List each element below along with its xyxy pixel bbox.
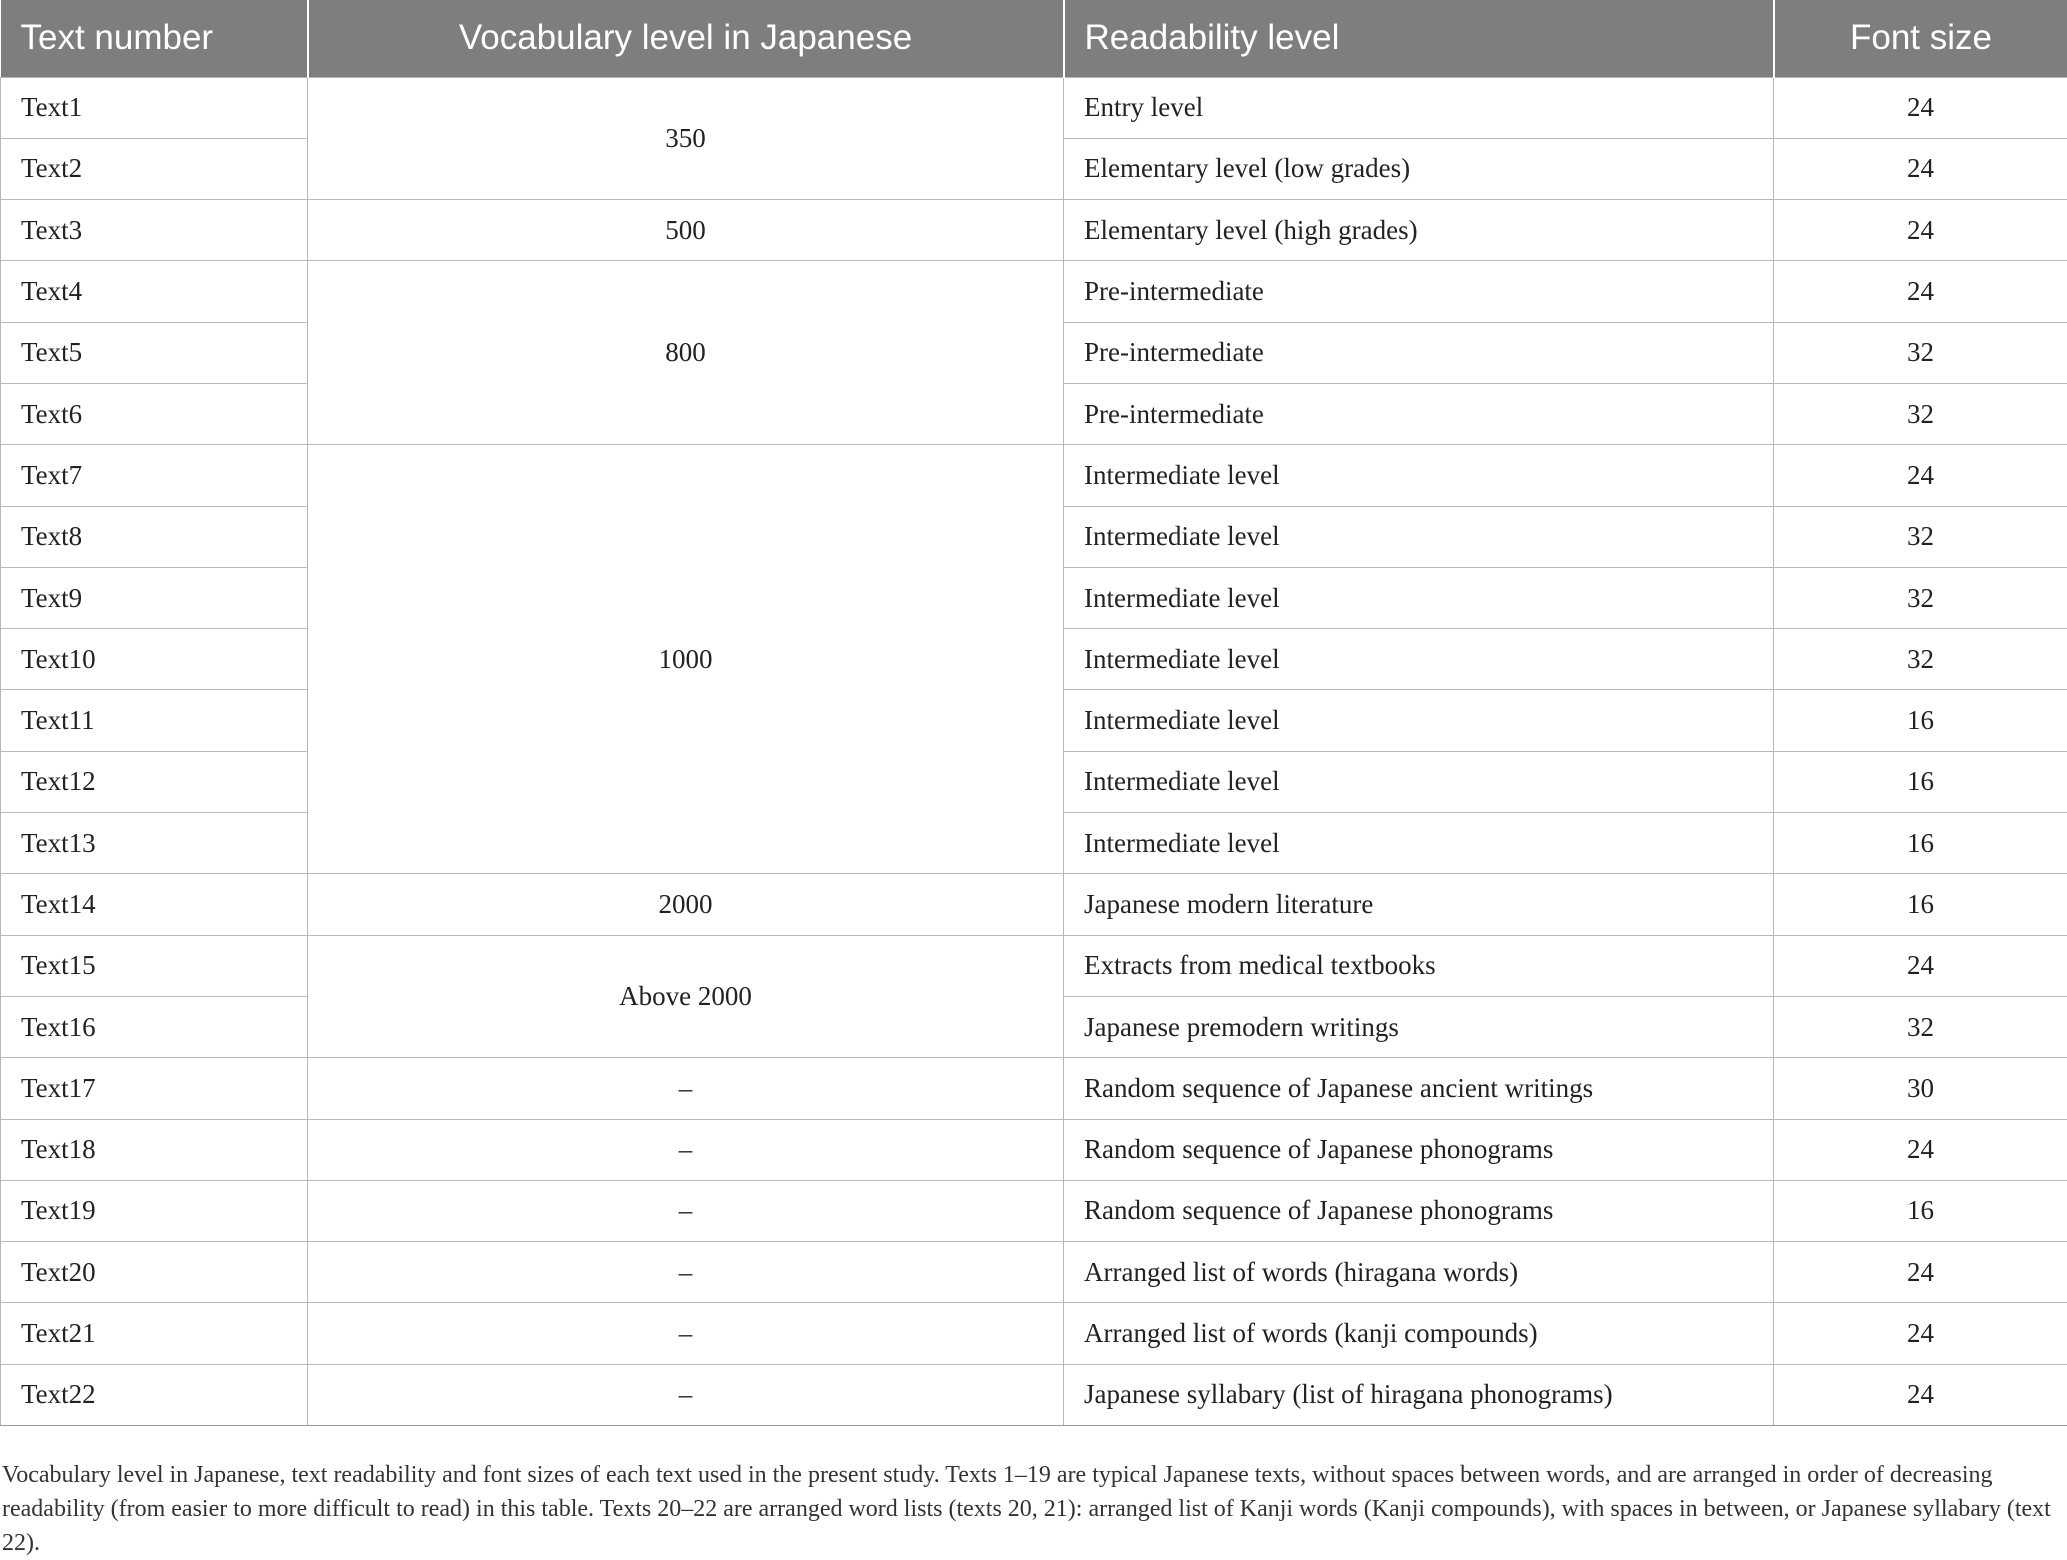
table-row: [1, 1180, 2067, 1241]
cell-text-number: Text14: [1, 874, 308, 935]
cell-text-number: Text10: [1, 629, 308, 690]
cell-text-number: Text5: [1, 322, 308, 383]
cell-font-size: 24: [1774, 77, 2067, 138]
cell-readability: Elementary level (low grades): [1064, 138, 1774, 199]
cell-readability: Arranged list of words (kanji compounds): [1064, 1303, 1774, 1364]
table-row: [1, 1058, 2067, 1119]
cell-font-size: 24: [1774, 1364, 2067, 1425]
cell-vocabulary-level: 1000: [308, 445, 1064, 874]
cell-readability: Intermediate level: [1064, 690, 1774, 751]
cell-readability: Japanese syllabary (list of hiragana phonograms): [1064, 1364, 1774, 1425]
cell-font-size: 32: [1774, 506, 2067, 567]
header-text-number: Text number: [1, 0, 308, 77]
cell-readability: Random sequence of Japanese phonograms: [1064, 1180, 1774, 1241]
cell-text-number: Text18: [1, 1119, 308, 1180]
cell-vocabulary-level: –: [308, 1303, 1064, 1364]
cell-font-size: 16: [1774, 751, 2067, 812]
cell-font-size: 24: [1774, 1303, 2067, 1364]
cell-text-number: Text21: [1, 1303, 308, 1364]
cell-text-number: Text15: [1, 935, 308, 996]
cell-text-number: Text17: [1, 1058, 308, 1119]
cell-font-size: 16: [1774, 1180, 2067, 1241]
cell-vocabulary-level: –: [308, 1242, 1064, 1303]
cell-text-number: Text3: [1, 200, 308, 261]
cell-readability: Pre-intermediate: [1064, 261, 1774, 322]
cell-text-number: Text12: [1, 751, 308, 812]
cell-text-number: Text20: [1, 1242, 308, 1303]
cell-readability: Intermediate level: [1064, 751, 1774, 812]
cell-font-size: 24: [1774, 1242, 2067, 1303]
cell-readability: Japanese modern literature: [1064, 874, 1774, 935]
cell-vocabulary-level: 2000: [308, 874, 1064, 935]
cell-vocabulary-level: –: [308, 1364, 1064, 1425]
table-row: [1, 1242, 2067, 1303]
cell-readability: Extracts from medical textbooks: [1064, 935, 1774, 996]
cell-font-size: 32: [1774, 567, 2067, 628]
cell-text-number: Text9: [1, 567, 308, 628]
cell-font-size: 32: [1774, 629, 2067, 690]
cell-font-size: 24: [1774, 138, 2067, 199]
table-row: [1, 77, 2067, 138]
cell-font-size: 24: [1774, 200, 2067, 261]
cell-font-size: 16: [1774, 690, 2067, 751]
header-readability-level: Readability level: [1064, 0, 1774, 77]
table-row: [1, 200, 2067, 261]
table-row: [1, 935, 2067, 996]
table-row: [1, 874, 2067, 935]
cell-vocabulary-level: –: [308, 1119, 1064, 1180]
cell-text-number: Text4: [1, 261, 308, 322]
cell-readability: Intermediate level: [1064, 506, 1774, 567]
cell-font-size: 24: [1774, 1119, 2067, 1180]
cell-vocabulary-level: 500: [308, 200, 1064, 261]
header-row: [1, 0, 2067, 77]
cell-text-number: Text8: [1, 506, 308, 567]
cell-vocabulary-level: 800: [308, 261, 1064, 445]
header-vocabulary-level: Vocabulary level in Japanese: [308, 0, 1064, 77]
cell-readability: Pre-intermediate: [1064, 322, 1774, 383]
cell-text-number: Text6: [1, 383, 308, 444]
table-row: [1, 261, 2067, 322]
cell-readability: Random sequence of Japanese phonograms: [1064, 1119, 1774, 1180]
table-row: [1, 1119, 2067, 1180]
cell-readability: Pre-intermediate: [1064, 383, 1774, 444]
cell-readability: Intermediate level: [1064, 629, 1774, 690]
table-caption: Vocabulary level in Japanese, text readability and font sizes of each text used in the present study. Texts 1–19 are typical Japanese texts, without spaces between words, and are arranged in order of decreasing readability (from easier to more difficult to read) in this table. Texts 20–22 are arranged word lists (texts 20, 21): arranged list of Kanji words (Kanji compounds), with spaces in between, or Japanese syllabary (text 22).: [2, 1458, 2064, 1560]
cell-font-size: 16: [1774, 874, 2067, 935]
table-row: [1, 1303, 2067, 1364]
cell-text-number: Text11: [1, 690, 308, 751]
cell-readability: Intermediate level: [1064, 445, 1774, 506]
cell-readability: Arranged list of words (hiragana words): [1064, 1242, 1774, 1303]
cell-text-number: Text16: [1, 996, 308, 1057]
cell-text-number: Text13: [1, 813, 308, 874]
cell-readability: Elementary level (high grades): [1064, 200, 1774, 261]
cell-text-number: Text1: [1, 77, 308, 138]
cell-font-size: 24: [1774, 261, 2067, 322]
cell-readability: Intermediate level: [1064, 567, 1774, 628]
cell-vocabulary-level: 350: [308, 77, 1064, 200]
cell-text-number: Text19: [1, 1180, 308, 1241]
cell-text-number: Text22: [1, 1364, 308, 1425]
cell-readability: Japanese premodern writings: [1064, 996, 1774, 1057]
cell-vocabulary-level: –: [308, 1180, 1064, 1241]
cell-font-size: 24: [1774, 445, 2067, 506]
cell-readability: Random sequence of Japanese ancient writings: [1064, 1058, 1774, 1119]
table-row: [1, 1364, 2067, 1425]
cell-font-size: 32: [1774, 322, 2067, 383]
cell-font-size: 16: [1774, 813, 2067, 874]
cell-readability: Entry level: [1064, 77, 1774, 138]
cell-vocabulary-level: –: [308, 1058, 1064, 1119]
header-font-size: Font size: [1774, 0, 2067, 77]
cell-text-number: Text7: [1, 445, 308, 506]
cell-font-size: 30: [1774, 1058, 2067, 1119]
cell-font-size: 32: [1774, 996, 2067, 1057]
cell-font-size: 32: [1774, 383, 2067, 444]
table-row: [1, 445, 2067, 506]
cell-readability: Intermediate level: [1064, 813, 1774, 874]
cell-font-size: 24: [1774, 935, 2067, 996]
cell-text-number: Text2: [1, 138, 308, 199]
cell-vocabulary-level: Above 2000: [308, 935, 1064, 1058]
